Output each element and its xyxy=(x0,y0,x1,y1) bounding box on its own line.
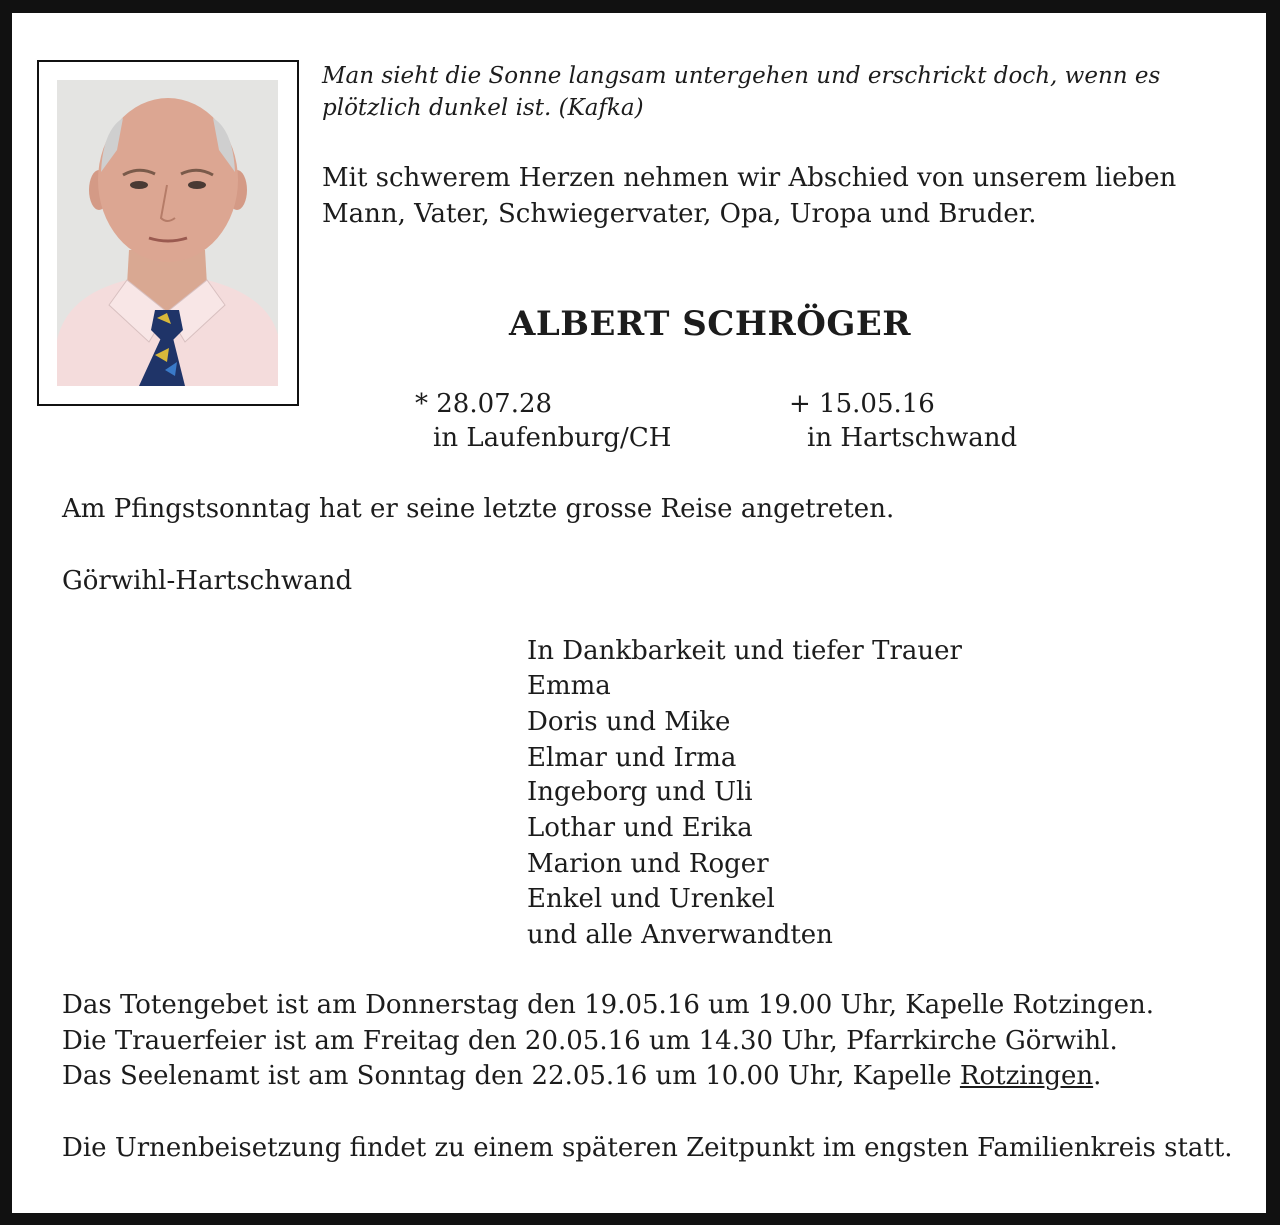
birth-place: in Laufenburg/CH xyxy=(433,423,672,453)
location-text: Görwihl-Hartschwand xyxy=(62,566,353,596)
mourner-name: Elmar und Irma xyxy=(527,743,737,773)
mourner-name: Marion und Roger xyxy=(527,849,769,879)
mourner-name: und alle Anverwandten xyxy=(527,920,833,950)
death-date: + 15.05.16 xyxy=(789,389,935,419)
mourner-name: Ingeborg und Uli xyxy=(527,777,753,807)
service-requiem-place: Rotzingen xyxy=(959,1061,1094,1091)
portrait-photo xyxy=(57,80,278,386)
mourner-name: Doris und Mike xyxy=(527,707,731,737)
journey-text: Am Pfingstsonntag hat er seine letzte grosse Reise angetreten. xyxy=(62,494,895,524)
intro-line-1: Mit schwerem Herzen nehmen wir Abschied von unserem lieben xyxy=(322,163,1177,193)
mourners-heading: In Dankbarkeit und tiefer Trauer xyxy=(527,636,962,666)
mourner-name: Enkel und Urenkel xyxy=(527,884,775,914)
intro-line-2: Mann, Vater, Schwiegervater, Opa, Uropa und Bruder. xyxy=(322,199,1037,229)
burial-text: Die Urnenbeisetzung findet zu einem späteren Zeitpunkt im engsten Familienkreis statt. xyxy=(62,1133,1233,1163)
deceased-name: ALBERT SCHRÖGER xyxy=(509,304,912,344)
service-requiem-period: . xyxy=(1093,1061,1102,1091)
birth-date: * 28.07.28 xyxy=(415,389,553,419)
service-requiem xyxy=(62,1058,1101,1094)
quote-line-1: Man sieht die Sonne langsam untergehen und erschrickt doch, wenn es xyxy=(322,63,1161,89)
mourner-name: Emma xyxy=(527,671,611,701)
service-prayer: Das Totengebet ist am Donnerstag den 19.05.16 um 19.00 Uhr, Kapelle Rotzingen. xyxy=(62,990,1154,1020)
mourner-name: Lothar und Erika xyxy=(527,813,753,843)
death-place: in Hartschwand xyxy=(807,423,1018,453)
service-requiem-text: Das Seelenamt ist am Sonntag den 22.05.16 um 10.00 Uhr, Kapelle xyxy=(62,1061,960,1091)
quote-line-2: plötzlich dunkel ist. (Kafka) xyxy=(322,95,644,121)
service-funeral: Die Trauerfeier ist am Freitag den 20.05.16 um 14.30 Uhr, Pfarrkirche Görwihl. xyxy=(62,1026,1118,1056)
